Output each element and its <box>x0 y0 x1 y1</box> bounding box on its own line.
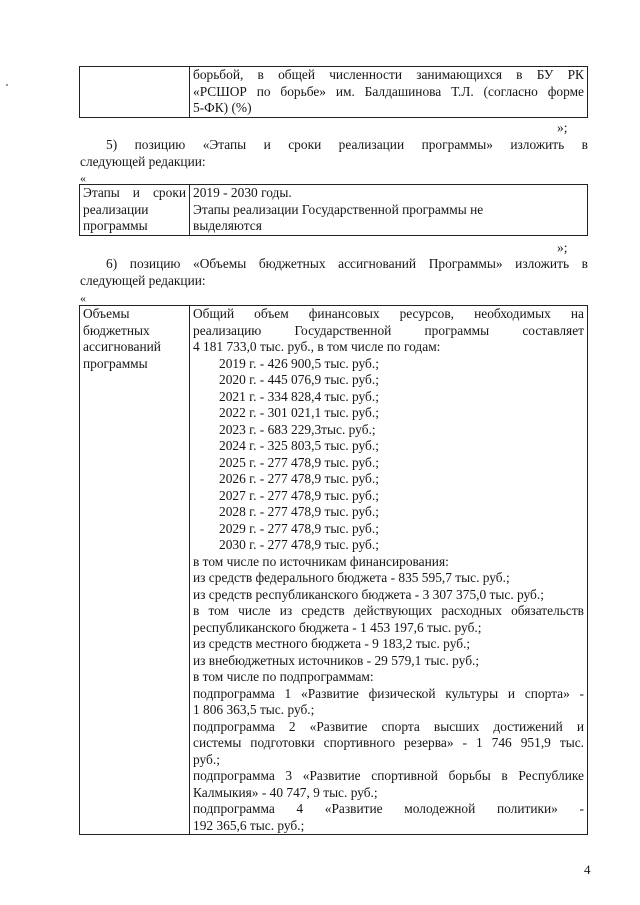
text-line: в том числе по подпрограммам: <box>193 669 374 684</box>
text-line: реализацию Государственной программы составляет <box>193 322 584 338</box>
opening-quote: « <box>80 171 86 185</box>
text-line: борьбой, в общей численности занимающихся в БУ РК <box>193 67 584 82</box>
text-line: руб.; <box>193 751 220 767</box>
budget-allocations-table <box>79 305 588 835</box>
scan-speck <box>6 84 8 86</box>
text-line: 6) позицию «Объемы бюджетных ассигнований Программы» изложить в <box>106 256 588 271</box>
text-line: Общий объем финансовых ресурсов, необходимых на <box>193 306 584 321</box>
text-line: республиканского бюджета - 1 453 197,6 тыс. руб.; <box>193 619 482 635</box>
item-5-paragraph <box>80 137 588 170</box>
stages-label-cell <box>80 185 190 236</box>
text-line: из внебюджетных источников - 29 579,1 тыс. руб.; <box>193 652 480 668</box>
text-line: следующей редакции: <box>80 272 206 288</box>
text-line: следующей редакции: <box>80 153 206 169</box>
year-line: 2030 г. - 277 478,9 тыс. руб.; <box>219 537 379 552</box>
indicator-text-cell <box>190 67 588 118</box>
text-line: бюджетных <box>83 322 150 338</box>
year-line: 2021 г. - 334 828,4 тыс. руб.; <box>219 388 379 404</box>
closing-quote: »; <box>557 240 568 255</box>
text-line: Объемы <box>83 306 130 321</box>
text-line: подпрограмма 2 «Развитие спорта высших достижений и <box>193 718 584 734</box>
year-line: 2020 г. - 445 076,9 тыс. руб.; <box>219 372 379 387</box>
text-line: Калмыкия» - 40 747, 9 тыс. руб.; <box>193 784 378 800</box>
text-line: «РСШОР по борьбе» им. Балдашинова Т.Л. (согласно форме <box>193 83 584 99</box>
text-line: 2019 - 2030 годы. <box>193 185 292 200</box>
page-number: 4 <box>584 862 591 877</box>
text-line: подпрограмма 3 «Развитие спортивной борьбы в Республике <box>193 768 584 783</box>
year-line: 2024 г. - 325 803,5 тыс. руб.; <box>219 438 379 453</box>
text-line: программы <box>83 218 148 233</box>
year-line: 2025 г. - 277 478,9 тыс. руб.; <box>219 454 379 470</box>
year-line: 2027 г. - 277 478,9 тыс. руб.; <box>219 487 379 503</box>
opening-quote: « <box>80 291 86 305</box>
budget-label-cell <box>80 306 190 835</box>
text-line: из средств местного бюджета - 9 183,2 тыс. руб.; <box>193 636 471 651</box>
text-line: 4 181 733,0 тыс. руб., в том числе по годам: <box>193 339 441 354</box>
empty-label-cell <box>80 67 190 118</box>
year-line: 2029 г. - 277 478,9 тыс. руб.; <box>219 520 379 536</box>
text-line: ассигнований <box>83 339 161 354</box>
year-line: 2023 г. - 683 229,3тыс. руб.; <box>219 421 376 437</box>
text-line: в том числе по источникам финансирования: <box>193 553 449 569</box>
text-line: подпрограмма 1 «Развитие физической культуры и спорта» - <box>193 685 584 701</box>
text-line: подпрограмма 4 «Развитие молодежной политики» - <box>193 801 584 816</box>
text-line: из средств федерального бюджета - 835 595,7 тыс. руб.; <box>193 570 510 585</box>
text-line: Этапы реализации Государственной программы не <box>193 201 484 217</box>
text-line: системы подготовки спортивного резерва» - 1 746 951,9 тыс. <box>193 735 584 750</box>
text-line: Этапы и сроки <box>83 185 186 200</box>
text-line: 5-ФК) (%) <box>193 100 252 115</box>
year-line: 2019 г. - 426 900,5 тыс. руб.; <box>219 355 379 371</box>
text-line: 5) позицию «Этапы и сроки реализации программы» изложить в <box>106 137 588 152</box>
budget-value-cell <box>190 306 588 835</box>
year-line: 2028 г. - 277 478,9 тыс. руб.; <box>219 504 379 519</box>
closing-quote: »; <box>557 120 568 135</box>
text-line: программы <box>83 355 148 371</box>
text-line: реализации <box>83 201 149 217</box>
stages-value-cell <box>190 185 588 236</box>
text-line: в том числе из средств действующих расходных обязательств <box>193 603 584 618</box>
year-line: 2022 г. - 301 021,1 тыс. руб.; <box>219 405 379 420</box>
text-line: из средств республиканского бюджета - 3 307 375,0 тыс. руб.; <box>193 586 544 602</box>
indicator-table-continuation <box>79 66 588 118</box>
text-line: 1 806 363,5 тыс. руб.; <box>193 702 315 717</box>
year-line: 2026 г. - 277 478,9 тыс. руб.; <box>219 471 379 486</box>
text-line: выделяются <box>193 218 262 233</box>
text-line: 192 365,6 тыс. руб.; <box>193 817 305 833</box>
stages-table <box>79 184 588 236</box>
item-6-paragraph <box>80 256 588 289</box>
